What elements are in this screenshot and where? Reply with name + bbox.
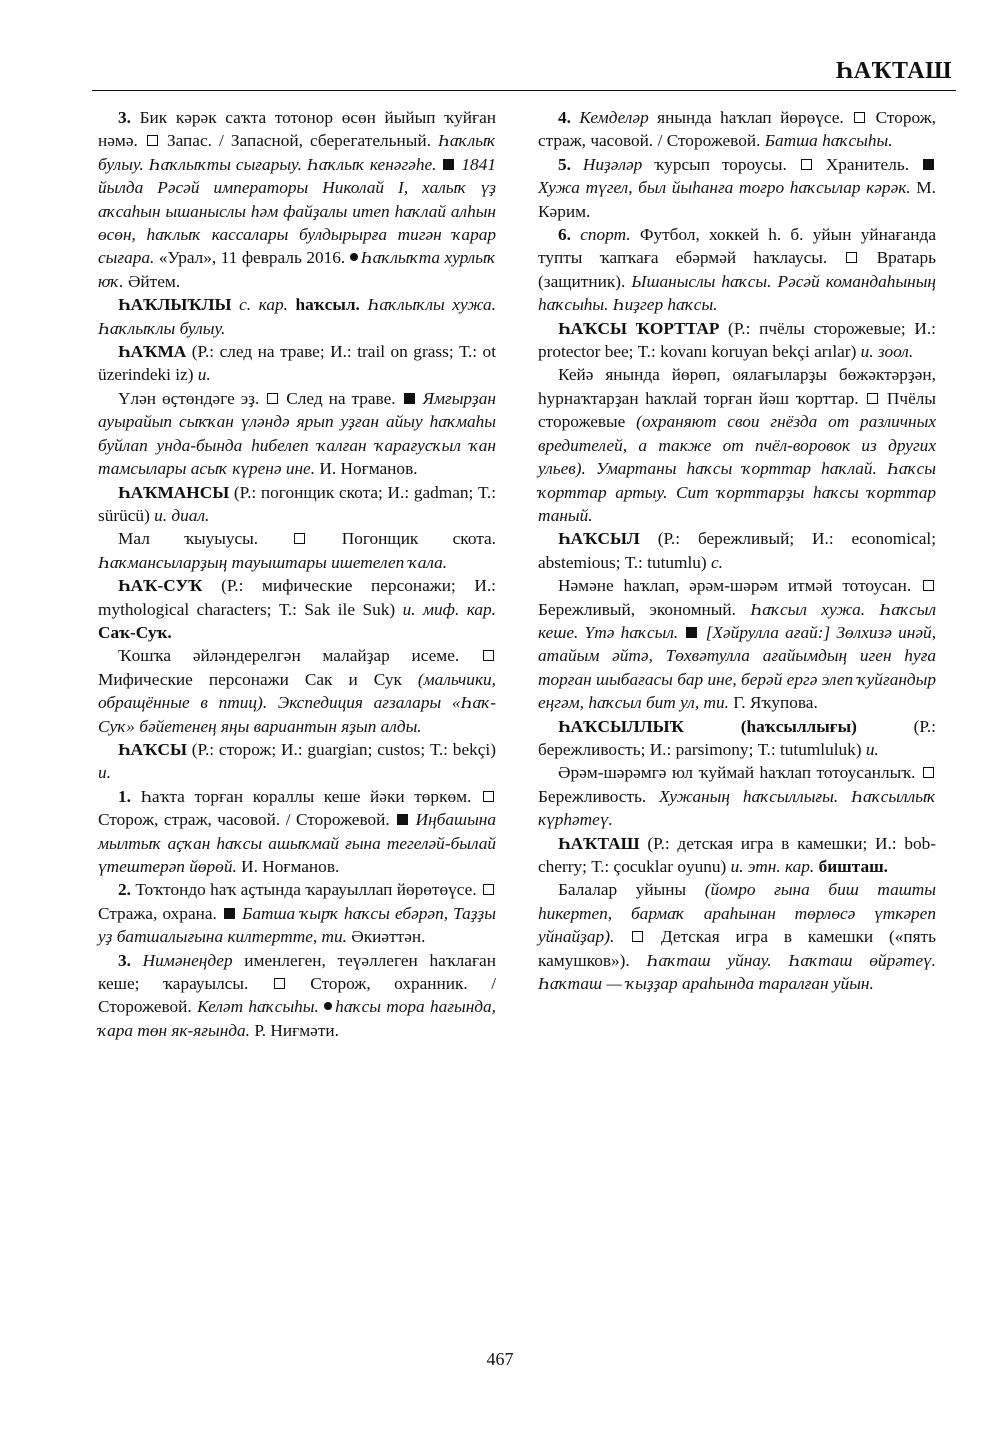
russian-translation: Хранитель. bbox=[813, 154, 910, 174]
quote-marker-icon bbox=[686, 627, 697, 638]
definition-paragraph bbox=[538, 761, 936, 831]
headword: ҺАҠСЫ ҠОРТТАР bbox=[558, 318, 720, 338]
entry bbox=[98, 481, 496, 528]
part-of-speech: и. bbox=[861, 739, 879, 759]
russian-marker-icon bbox=[923, 767, 934, 778]
headword: ҺАҠТАШ bbox=[558, 833, 640, 853]
entry bbox=[538, 317, 936, 364]
sense-paragraph bbox=[538, 106, 936, 153]
russian-translation: Мифические персонажи Сак и Сук bbox=[98, 669, 402, 689]
part-of-speech: и. миф. кар. bbox=[395, 599, 496, 619]
russian-gloss: (охраняют свои гнёзда от различных вредителей, а также от пчёл-воровок из других ульев). bbox=[538, 412, 936, 479]
definition: Ҡошҡа әйләндерелгән малайҙар исеме. bbox=[118, 646, 460, 666]
headword: ҺАҠМАНСЫ bbox=[118, 482, 230, 502]
part-of-speech: с. bbox=[706, 552, 723, 572]
part-of-speech: и. этн. кар. bbox=[726, 857, 815, 876]
definition-paragraph bbox=[538, 574, 936, 714]
definition: Үлән өҫтөндәге эҙ. bbox=[118, 388, 260, 408]
definition-paragraph bbox=[98, 644, 496, 738]
translations: (Р.: бережливый; И.: economical; abstemious; Т.: tutumlu) bbox=[538, 529, 936, 572]
definition: янында һаҡлап йөрөүсе. bbox=[648, 108, 844, 127]
phrase-source: Р. Ниғмәти. bbox=[250, 1020, 339, 1040]
cross-reference: Саҡ-Суҡ. bbox=[98, 622, 172, 642]
sense-paragraph bbox=[98, 878, 496, 948]
example: Батша һаҡсыһы. bbox=[760, 131, 893, 151]
sense-number: 3. bbox=[118, 950, 131, 970]
right-column bbox=[538, 106, 936, 995]
quotation: Ямғырҙан ауырайып сыҡҡан үләндә ярып уҙған айыу һаҡмаһы буйлап унда-бында һибелеп ҡалған ҡарағусҡыл ҡан тамсылары асыҡ күренә ине. bbox=[98, 388, 497, 479]
russian-translation: Стража, охрана. bbox=[98, 903, 217, 923]
entry bbox=[538, 527, 936, 574]
example: Һаҡлыҡлы хужа. Һаҡлыҡлы булыу. bbox=[98, 295, 497, 338]
definition-gloss: (йомро ғына биш ташты һикертеп, бармаҡ араһынан төрлөсә үткәреп уйнайҙар). bbox=[538, 880, 936, 947]
russian-translation: Бережливый, экономный. bbox=[538, 599, 736, 619]
definition: Мал ҡыуыусы. bbox=[118, 529, 259, 549]
russian-marker-icon bbox=[867, 393, 878, 404]
russian-marker-icon bbox=[801, 159, 812, 170]
example: Һаҡмансыларҙың тауыштары ишетелеп ҡала. bbox=[98, 552, 448, 572]
running-head: ҺАҠТАШ bbox=[835, 58, 952, 84]
example: Һаҡлыҡ булыу. Һаҡлыҡты сығарыу. Һаҡлыҡ кенәгәһе. bbox=[98, 131, 496, 174]
sense-paragraph bbox=[98, 106, 496, 293]
headword: ҺАҠСЫЛ bbox=[558, 529, 640, 549]
sense-number: 3. bbox=[118, 108, 131, 127]
entry bbox=[98, 574, 496, 644]
quote-source: И. Ноғманов. bbox=[315, 459, 418, 479]
sense-number: 5. bbox=[558, 154, 571, 174]
quotation: 1841 йылда Рәсәй императоры Николай I, халыҡ үҙ аҡсаһын ышаныслы һәм файҙалы итеп һаҡлай алһын өсөн, һаҡлыҡ кассалары булдырырға тигән ҡарар сығара. bbox=[98, 154, 496, 268]
sense-number: 2. bbox=[118, 880, 131, 900]
translations: (Р.: мифические персонажи; И.: mythological characters; Т.: Sak ile Suk) bbox=[98, 576, 496, 619]
headword: ҺАҠСЫ bbox=[118, 739, 187, 759]
part-of-speech: и. зоол. bbox=[856, 342, 914, 362]
grammar-mark: с. кар. bbox=[231, 295, 288, 315]
quotation: Хужа түгел, был йыһанға тоғро һаҡсылар кәрәк. bbox=[538, 178, 911, 198]
headword: ҺАҠМА bbox=[118, 342, 187, 362]
quotation: Батша ҡырҡ һаҡсы ебәрәп, Таҙҙы уҙ батшалығына килтертте, ти. bbox=[98, 903, 496, 947]
russian-translation: Бережливость. bbox=[538, 786, 647, 806]
russian-translation: След на траве. bbox=[280, 388, 396, 408]
translations: (Р.: след на траве; И.: trail on grass; Т.: ot üzerindeki iz) bbox=[98, 342, 496, 385]
quote-source: «Урал», 11 февраль 2016. bbox=[154, 248, 346, 268]
example: Һаҡсыл хужа. Һаҡсыл кеше. Үтә һаҡсыл. bbox=[538, 599, 936, 642]
russian-marker-icon bbox=[923, 580, 934, 591]
sense-number: 6. bbox=[558, 225, 571, 245]
russian-translation: Детская игра в камешки («пять камушков»). bbox=[538, 927, 936, 970]
example: Һаҡташ уйнау. Һаҡташ өйрәтеү. Һаҡташ — ҡыҙҙар араһында таралған уйын. bbox=[538, 950, 936, 994]
russian-marker-icon bbox=[267, 393, 278, 404]
quote-marker-icon bbox=[443, 159, 454, 170]
russian-translation: Сторож, охранник. / Сторожевой. bbox=[98, 974, 496, 1017]
definition: Һаҡта торған кораллы кеше йәки төркөм. bbox=[130, 786, 472, 806]
example: Умартаны һаҡсы ҡорттар һаҡлай. Һаҡсы ҡорттар артыу. Сит ҡорттарҙы һаҡсы ҡорттар таный. bbox=[538, 459, 936, 525]
translations: (Р.: детская игра в камешки; И.: bob-cherry; Т.: çocuklar oyunu) bbox=[538, 833, 936, 876]
russian-marker-icon bbox=[294, 533, 305, 544]
russian-marker-icon bbox=[483, 650, 494, 661]
definition-paragraph bbox=[538, 363, 936, 527]
quote-marker-icon bbox=[923, 159, 934, 170]
entry bbox=[538, 715, 936, 762]
russian-translation: Сторож, страж, часовой. / Сторожевой. bbox=[98, 810, 390, 830]
definition: Нәмәне һаҡлап, әрәм-шәрәм итмәй тотоусан. bbox=[558, 576, 912, 596]
part-of-speech: и. bbox=[193, 365, 211, 385]
sense-number: 1. bbox=[118, 786, 131, 806]
quotation: [Хәйрулла ағай:] Зөлхизә инәй, атайым әйтә, Төхвәтулла ағайымдың иген һуға торған шыбағасы бар ине, берәй ергә элеп ҡуйғандыр еңгәм, һаҡсыл бит ул, ти. bbox=[538, 622, 937, 713]
definition: именлеген, теүәллеген һаҡлаған кеше; ҡарауылсы. bbox=[98, 950, 496, 994]
headword: ҺАҠ-СУҠ bbox=[118, 576, 203, 596]
russian-translation: Пчёлы сторожевые bbox=[538, 388, 936, 432]
phrase-marker-icon bbox=[350, 253, 358, 261]
definition-italic: Ниҙәләр bbox=[570, 154, 643, 174]
definition: Балалар уйыны bbox=[558, 880, 687, 900]
definition: Әрәм-шәрәмгә юл ҡуймай һаҡлап тотоусанлыҡ. bbox=[558, 763, 916, 783]
cross-reference: һаҡсыл. bbox=[287, 295, 360, 315]
translations: (Р.: погонщик скота; И.: gadman; Т.: sürücü) bbox=[98, 482, 496, 525]
entry bbox=[98, 340, 496, 387]
russian-marker-icon bbox=[274, 978, 285, 989]
entry bbox=[98, 293, 496, 340]
translations: (Р.: пчёлы сторожевые; И.: protector bee; Т.: kovanı koruyan bekçi arılar) bbox=[538, 318, 936, 362]
phrase-source: Әйтем. bbox=[123, 271, 181, 291]
sense-paragraph bbox=[98, 949, 496, 1043]
page-number: 467 bbox=[486, 1349, 514, 1369]
entry bbox=[98, 738, 496, 785]
russian-translation: Запас. / Запасной, сберегательный. bbox=[159, 131, 431, 151]
usage-mark: спорт. bbox=[570, 225, 631, 245]
quote-marker-icon bbox=[397, 814, 408, 825]
russian-marker-icon bbox=[632, 931, 643, 942]
russian-marker-icon bbox=[846, 252, 857, 263]
definition-italic: Кемделәр bbox=[570, 108, 649, 127]
quote-marker-icon bbox=[404, 393, 415, 404]
quote-source: Әкиәттән. bbox=[346, 927, 426, 947]
cross-reference: бишташ. bbox=[814, 857, 889, 876]
definition: ҡурсып тороусы. bbox=[642, 154, 787, 174]
quote-marker-icon bbox=[224, 908, 235, 919]
russian-translation: Вратарь (защитник). bbox=[538, 248, 936, 291]
russian-marker-icon bbox=[483, 884, 494, 895]
russian-translation: Сторож, страж, часовой. / Сторожевой. bbox=[538, 108, 936, 151]
russian-gloss: (мальчики, обращённые в птиц). bbox=[98, 669, 496, 713]
quote-source: И. Ноғманов. bbox=[236, 857, 340, 876]
quote-source: Г. Яҡупова. bbox=[728, 693, 818, 713]
definition: Кейә янында йөрөп, оялағыларҙы бөжәктәрҙән, һурнаҡтарҙан һаҡлай торған йәш ҡорттар. bbox=[538, 365, 936, 408]
definition-paragraph bbox=[98, 387, 496, 481]
russian-marker-icon bbox=[483, 791, 494, 802]
phrase: һаҡсы тора һағында, ҡара төн як-яғында. bbox=[98, 997, 497, 1040]
sense-number: 4. bbox=[558, 108, 571, 127]
russian-marker-icon bbox=[147, 135, 158, 146]
translations: (Р.: бережливость; И.: parsimony; Т.: tutumluluk) bbox=[538, 716, 936, 759]
translations: (Р.: сторож; И.: guargian; custos; Т.: bekçi) bbox=[186, 739, 496, 759]
header-rule bbox=[92, 90, 956, 91]
example: Келәт һаҡсыһы. bbox=[191, 997, 319, 1017]
definition: Бик кәрәк саҡта тотонор өсөн йыйып ҡуйған нәмә. bbox=[98, 108, 496, 151]
definition-paragraph bbox=[98, 527, 496, 574]
quotation: Иңбашына мылтыҡ аҫҡан һаҡсы ашыҡмай ғына тегеләй-былай үтештерәп йөрөй. bbox=[98, 810, 496, 876]
headword: ҺАҠЛЫҠЛЫ bbox=[118, 295, 232, 315]
phrase: Һаҡлыҡта хурлыҡ юҡ. bbox=[98, 248, 496, 291]
example: Экспедиция ағзалары «Һаҡ-Суҡ» бәйетенең яңы вариантын яҙып алды. bbox=[98, 693, 496, 736]
inflected-form: (һаҡсыллығы) bbox=[683, 716, 857, 736]
entry bbox=[538, 832, 936, 879]
sense-paragraph bbox=[98, 785, 496, 879]
russian-translation: Погонщик скота. bbox=[307, 529, 496, 549]
definition-italic: Нимәнеңдер bbox=[130, 950, 233, 970]
sense-paragraph bbox=[538, 223, 936, 317]
quote-source: М. Кәрим. bbox=[538, 178, 936, 221]
part-of-speech: и. диал. bbox=[149, 505, 210, 525]
russian-marker-icon bbox=[854, 112, 865, 123]
definition-paragraph bbox=[538, 878, 936, 995]
phrase-marker-icon bbox=[324, 1002, 332, 1010]
definition: Футбол, хоккей һ. б. уйын уйнағанда тупты ҡапҡаға ебәрмәй һаҡлаусы. bbox=[538, 225, 937, 268]
example: Ышаныслы һаҡсы. Рәсәй командаһының һаҡсыһы. Һиҙгер һаҡсы. bbox=[538, 271, 936, 315]
left-column bbox=[98, 106, 496, 1042]
headword: ҺАҠСЫЛЛЫҠ bbox=[558, 716, 684, 736]
example: Хужаның һаҡсыллығы. Һаҡсыллыҡ күрһәтеү. bbox=[538, 786, 936, 830]
part-of-speech: и. bbox=[98, 763, 111, 783]
definition: Тоҡтондо һаҡ аҫтында ҡарауыллап йөрөтөүсе. bbox=[130, 880, 477, 900]
sense-paragraph bbox=[538, 153, 936, 223]
